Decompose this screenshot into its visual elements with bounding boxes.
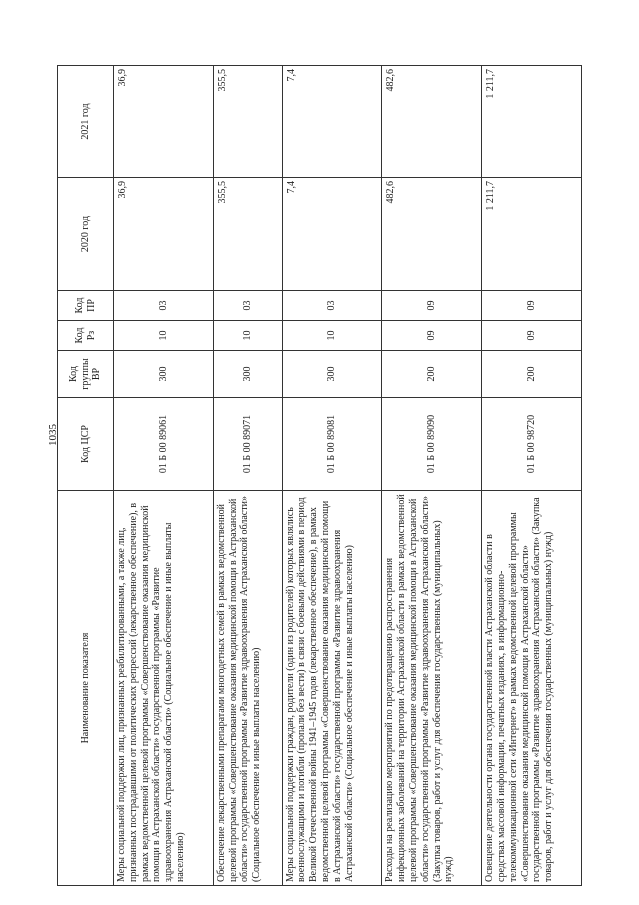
row-csr: 01 Б 00 89081: [282, 398, 382, 491]
row-2021: 36,9: [114, 66, 214, 178]
header-2021: 2021 год: [58, 66, 114, 178]
table-row: [482, 66, 582, 886]
row-vr: 300: [213, 351, 282, 398]
header-pr: Код ПР: [58, 291, 114, 321]
table-row: [382, 66, 482, 886]
row-pr: 03: [213, 291, 282, 321]
header-vr: Код группы ВР: [58, 351, 114, 398]
table-row: [282, 66, 382, 886]
row-vr: 300: [114, 351, 214, 398]
row-rz: 10: [282, 321, 382, 351]
row-pr: 09: [382, 291, 482, 321]
row-rz: 09: [482, 321, 582, 351]
table-header-row: [58, 66, 114, 886]
row-2021: 7,4: [282, 66, 382, 178]
budget-table: [57, 65, 582, 886]
row-csr: 01 Б 00 89061: [114, 398, 214, 491]
row-pr: 09: [482, 291, 582, 321]
header-name: Наименование показателя: [58, 491, 114, 886]
row-2020: 36,9: [114, 178, 214, 291]
row-name: Меры социальной поддержки граждан, родители (один из родителей) которых являлись военнослужащими и погибли (пропали без вести) в связи с боевыми действиями в период Великой Отечественной войны 1941–1945 годов (лекарственное обеспечение), в рамках ведомственной целевой программы «Совершенствование оказания медицинской помощи в Астраханской области» государственной программы «Развитие здравоохранения Астраханской области» (Социальное обеспечение и иные выплаты населению): [282, 491, 382, 886]
table-row: [114, 66, 214, 886]
row-csr: 01 Б 00 98720: [482, 398, 582, 491]
header-csr: Код ЦСР: [58, 398, 114, 491]
row-vr: 300: [282, 351, 382, 398]
row-csr: 01 Б 00 89071: [213, 398, 282, 491]
row-2021: 482,6: [382, 66, 482, 178]
row-2020: 482,6: [382, 178, 482, 291]
row-vr: 200: [382, 351, 482, 398]
row-2020: 7,4: [282, 178, 382, 291]
table-row: [213, 66, 282, 886]
rotated-table-container: [57, 66, 582, 886]
row-name: Расходы на реализацию мероприятий по предотвращению распространения инфекционных заболеваний на территории Астраханской области в рамках ведомственной целевой программы «Совершенствование оказания медицинской помощи в Астраханской области» государственной программы «Развитие здравоохранения Астраханской области» (Закупка товаров, работ и услуг для обеспечения государственных (муниципальных) нужд): [382, 491, 482, 886]
row-rz: 10: [213, 321, 282, 351]
row-2021: 355,5: [213, 66, 282, 178]
row-pr: 03: [282, 291, 382, 321]
row-rz: 09: [382, 321, 482, 351]
row-name: Меры социальной поддержки лиц, признанных реабилитированными, а также лиц, признанных пострадавшими от политических репрессий (лекарственное обеспечение), в рамках ведомственной целевой программы «Совершенствование оказания медицинской помощи в Астраханской области» государственной программы «Развитие здравоохранения Астраханской области» (Социальное обеспечение и иные выплаты населению): [114, 491, 214, 886]
row-rz: 10: [114, 321, 214, 351]
row-2020: 1 211,7: [482, 178, 582, 291]
row-csr: 01 Б 00 89090: [382, 398, 482, 491]
row-name: Освещение деятельности органа государственной власти Астраханской области в средствах массовой информации, печатных изданиях, в информационно-телекоммуникационной сети «Интернет» в рамках ведомственной целевой программы «Совершенствование оказания медицинской помощи в Астраханской области» государственной программы «Развитие здравоохранения Астраханской области» (Закупка товаров, работ и услуг для обеспечения государственных (муниципальных) нужд): [482, 491, 582, 886]
row-pr: 03: [114, 291, 214, 321]
row-vr: 200: [482, 351, 582, 398]
page-number: 1035: [47, 424, 59, 446]
row-2020: 355,5: [213, 178, 282, 291]
row-2021: 1 211,7: [482, 66, 582, 178]
row-name: Обеспечение лекарственными препаратами многодетных семей в рамках ведомственной целевой программы «Совершенствование оказания медицинской помощи в Астраханской области» государственной программы «Развитие здравоохранения Астраханской области» (Социальное обеспечение и иные выплаты населению): [213, 491, 282, 886]
header-rz: Код Рз: [58, 321, 114, 351]
header-2020: 2020 год: [58, 178, 114, 291]
